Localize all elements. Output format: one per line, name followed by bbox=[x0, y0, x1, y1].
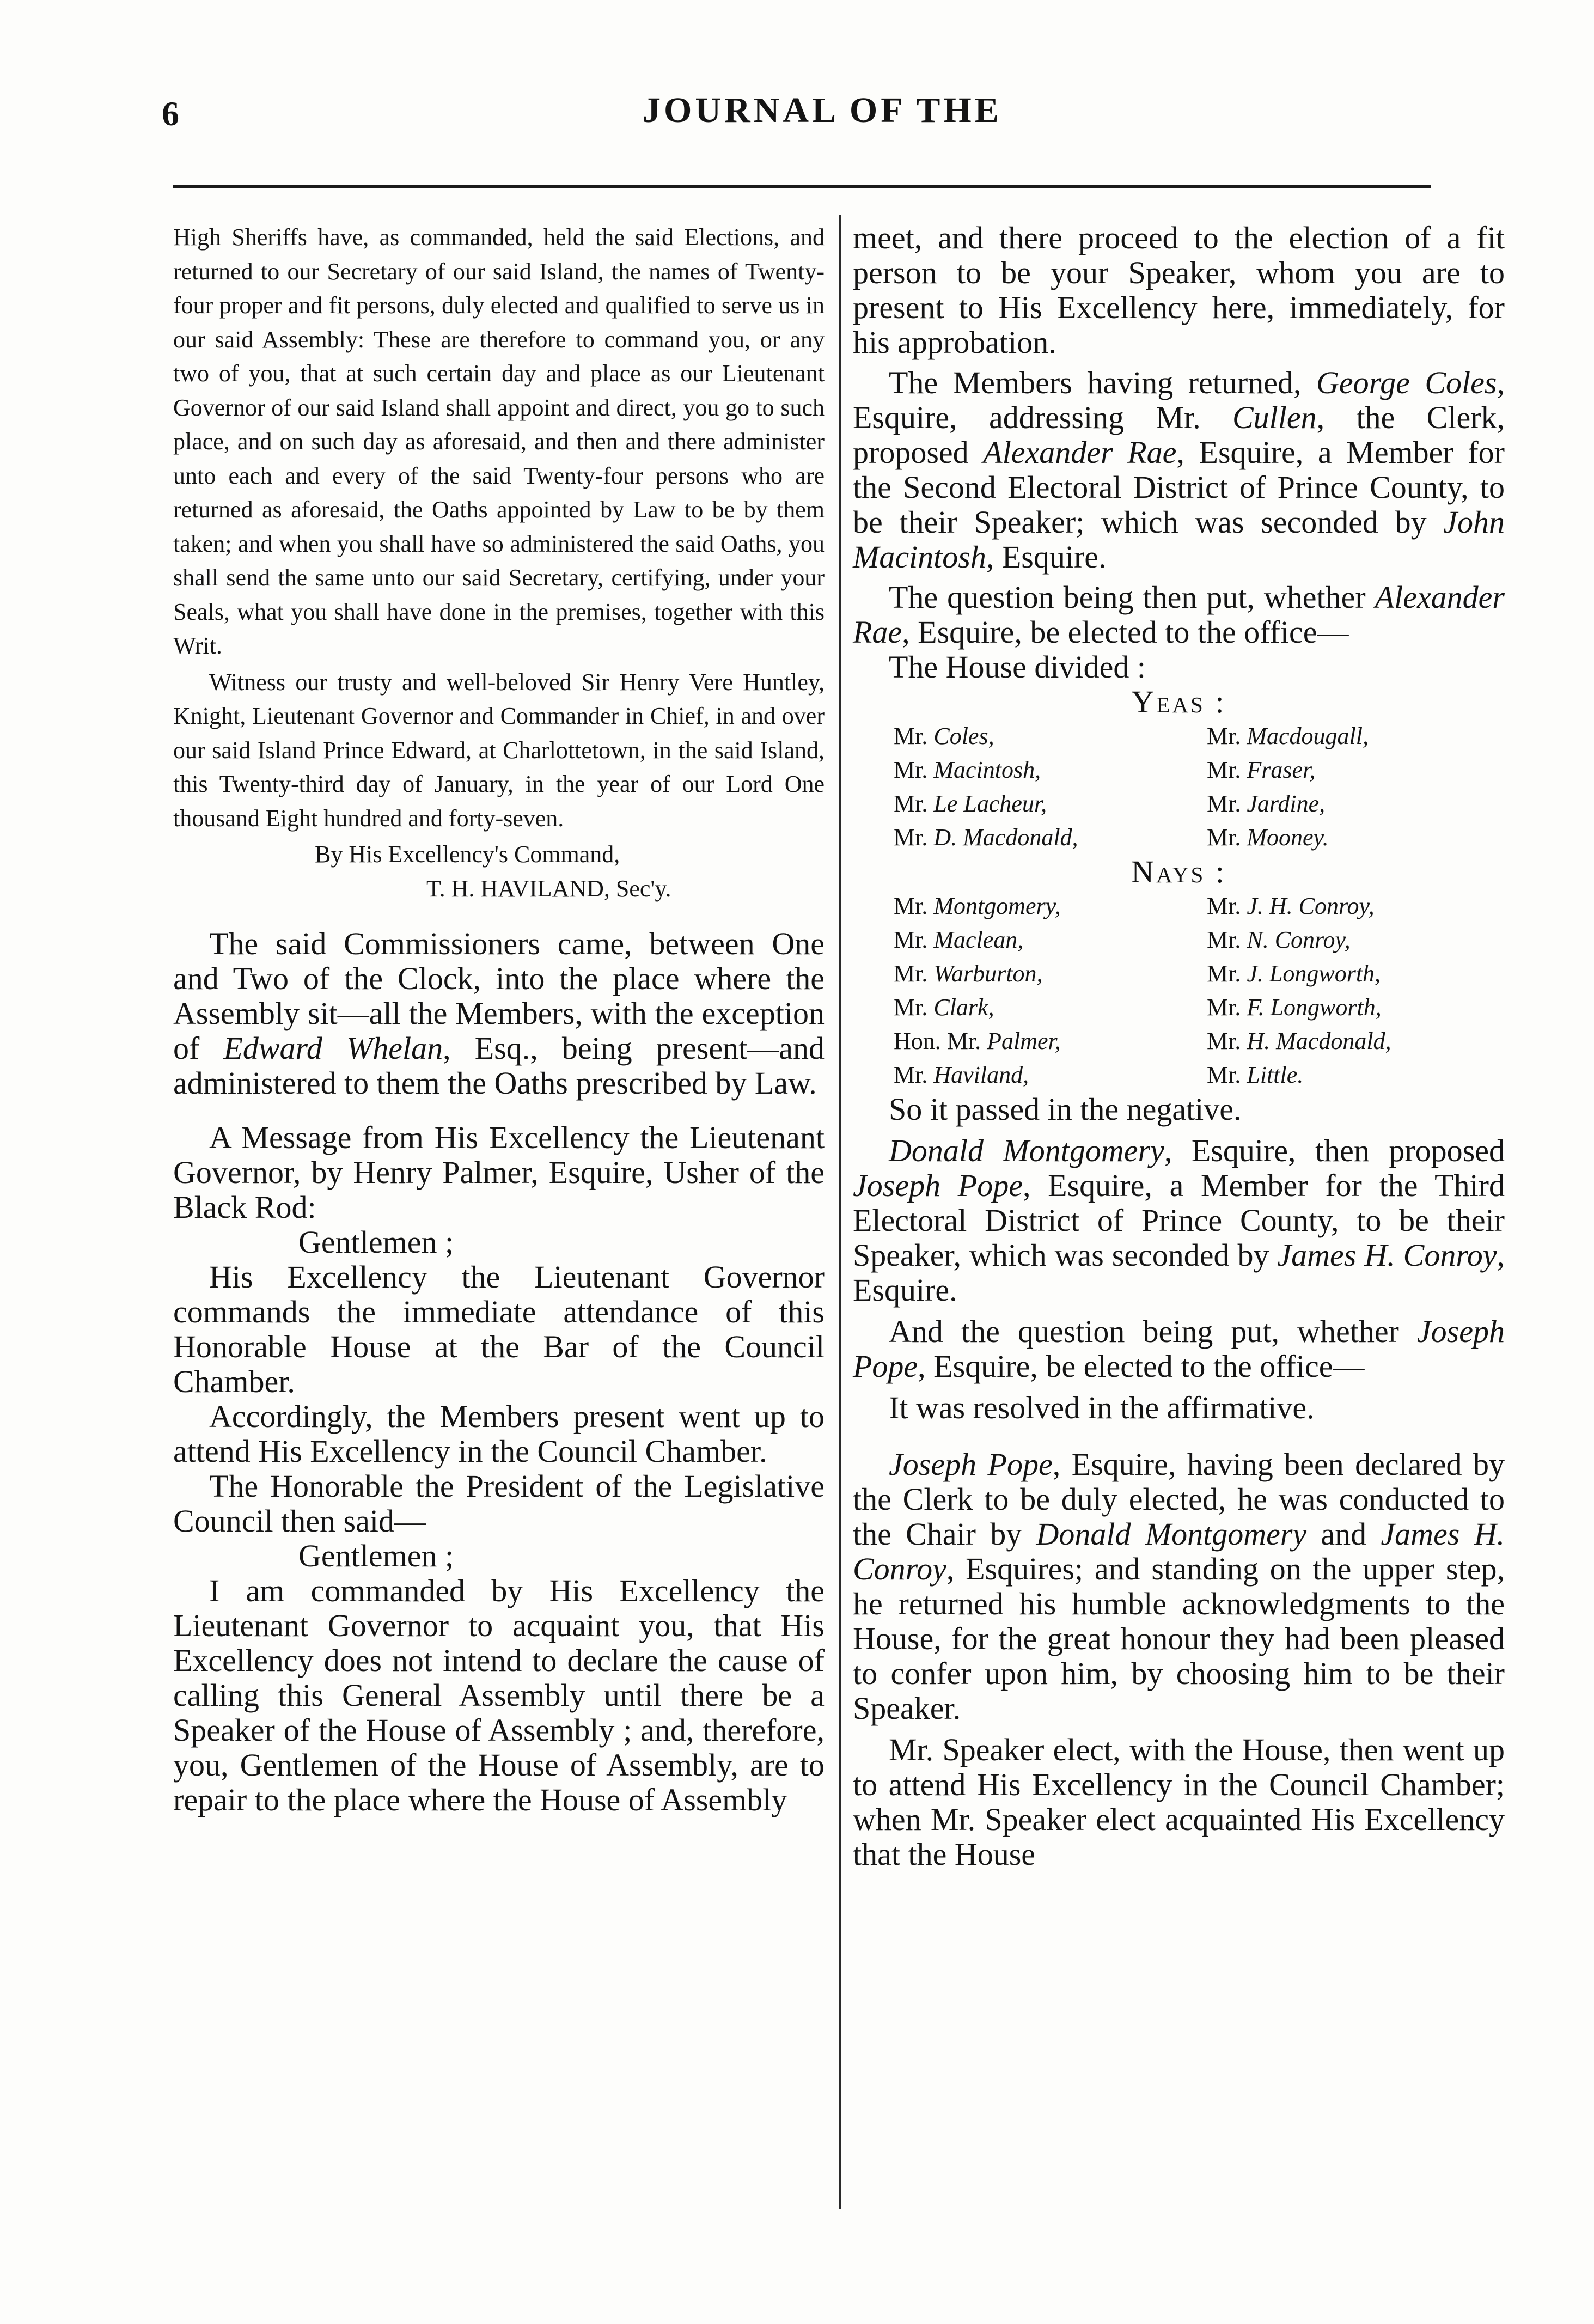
nays-list bbox=[853, 889, 1505, 1092]
list-item: Mr. J. H. Conroy, bbox=[1207, 893, 1375, 919]
speaker-elect-paragraph: Mr. Speaker elect, with the House, then went up to attend His Excellency in the Council Chamber; when Mr. Speaker elect acquainted His Excellency that the House bbox=[853, 1732, 1505, 1872]
accordingly-paragraph: Accordingly, the Members present went up to attend His Excellency in the Council Chamber. bbox=[173, 1399, 825, 1469]
left-column bbox=[173, 221, 825, 1817]
list-item: Mr. Montgomery, bbox=[894, 893, 1061, 919]
commanded-paragraph: I am commanded by His Excellency the Lieutenant Governor to acquaint you, that His Excellency does not intend to declare the cause of calling this General Assembly until there be a Speaker of the House of Assembly ; and, therefore, you, Gentlemen of the House of Assembly, are to repair to the place where the House of Assembly bbox=[173, 1573, 825, 1817]
right-column bbox=[853, 221, 1505, 1872]
command-line: By His Excellency's Command, bbox=[315, 841, 620, 868]
president-paragraph: The Honorable the President of the Legislative Council then said— bbox=[173, 1468, 825, 1539]
list-item: Mr. Haviland, bbox=[894, 1062, 1029, 1088]
salutation-2: Gentlemen ; bbox=[298, 1538, 454, 1573]
list-item: Mr. D. Macdonald, bbox=[894, 824, 1078, 851]
salutation-1: Gentlemen ; bbox=[298, 1224, 454, 1260]
montgomery-paragraph: Donald Montgomery, Esquire, then proposed Joseph Pope, Esquire, a Member for the Third Electoral District of Prince County, to be their Speaker, which was seconded by James H. Conroy, Esquire. bbox=[853, 1133, 1505, 1308]
header-rule bbox=[173, 185, 1431, 188]
running-title: JOURNAL OF THE bbox=[643, 90, 1002, 130]
question-paragraph: The question being then put, whether Alexander Rae, Esquire, be elected to the office— bbox=[853, 580, 1505, 650]
list-item: Mr. J. Longworth, bbox=[1207, 960, 1381, 987]
affirmative-line: It was resolved in the affirmative. bbox=[889, 1390, 1315, 1425]
list-item: Mr. Fraser, bbox=[1207, 757, 1316, 783]
list-item: Mr. Warburton, bbox=[894, 960, 1043, 987]
list-item: Mr. Macintosh, bbox=[894, 757, 1041, 783]
list-item: Mr. Little. bbox=[1207, 1062, 1304, 1088]
divided-line: The House divided : bbox=[889, 649, 1146, 685]
pope-elected-paragraph: Joseph Pope, Esquire, having been declared by the Clerk to be duly elected, he was conducted to the Chair by Donald Montgomery and James H. Conroy, Esquires; and standing on the upper step, he returned his humble acknowledgments to the House, for the great honour they had been pleased to confer upon him, by choosing him to be their Speaker. bbox=[853, 1447, 1505, 1726]
list-item: Mr. Mooney. bbox=[1207, 824, 1329, 851]
list-item: Mr. F. Longworth, bbox=[1207, 994, 1382, 1021]
writ-text: High Sheriffs have, as commanded, held the said Elections, and returned to our Secretary of our said Island, the names of Twenty-four proper and fit persons, duly elected and qualified to serve us in our said Assembly: These are therefore to command you, or any two of you, that at such certain day and place as our Lieutenant Governor of our said Island shall appoint and direct, you go to such place, and on such day as aforesaid, and then and there administer unto each and every of the said Twenty-four persons who are returned as aforesaid, the Oaths appointed by Law to be by them taken; and when you shall have so administered the said Oaths, you shall send the same unto our said Secretary, certifying, under your Seals, what you shall have done in the premises, together with this Writ. bbox=[173, 224, 825, 659]
message-intro: A Message from His Excellency the Lieutenant Governor, by Henry Palmer, Esquire, Usher of the Black Rod: bbox=[173, 1120, 825, 1225]
list-item: Mr. H. Macdonald, bbox=[1207, 1028, 1391, 1054]
list-item: Mr. Jardine, bbox=[1207, 790, 1326, 817]
list-item: Mr. Clark, bbox=[894, 994, 994, 1021]
column-divider bbox=[839, 215, 841, 2209]
list-item: Mr. Maclean, bbox=[894, 926, 1024, 953]
meet-paragraph: meet, and there proceed to the election of a fit person to be your Speaker, whom you are to present to His Excellency here, immediately, for his approbation. bbox=[853, 220, 1505, 360]
commissioners-paragraph: The said Commissioners came, between One and Two of the Clock, into the place where the Assembly sit—all the Members, with the exception of Edward Whelan, Esq., being present—and administered to them the Oaths prescribed by Law. bbox=[173, 926, 825, 1101]
signature-line: T. H. HAVILAND, Sec'y. bbox=[426, 875, 671, 902]
pope-question-paragraph: And the question being put, whether Joseph Pope, Esquire, be elected to the office— bbox=[853, 1314, 1505, 1384]
negative-line: So it passed in the negative. bbox=[889, 1091, 1242, 1127]
list-item: Mr. N. Conroy, bbox=[1207, 926, 1351, 953]
nays-heading: Nays : bbox=[1131, 854, 1226, 889]
message-body: His Excellency the Lieutenant Governor commands the immediate attendance of this Honorable House at the Bar of the Council Chamber. bbox=[173, 1259, 825, 1399]
list-item: Mr. Le Lacheur, bbox=[894, 790, 1047, 817]
witness-paragraph: Witness our trusty and well-beloved Sir Henry Vere Huntley, Knight, Lieutenant Governor and Commander in Chief, in and over our said Island Prince Edward, at Charlottetown, in the said Island, this Twenty-third day of January, in the year of our Lord One thousand Eight hundred and forty-seven. bbox=[173, 668, 825, 832]
list-item: Mr. Coles, bbox=[894, 723, 994, 749]
page-number: 6 bbox=[162, 94, 179, 133]
yeas-heading: Yeas : bbox=[1131, 684, 1226, 719]
list-item: Hon. Mr. Palmer, bbox=[894, 1028, 1061, 1054]
coles-paragraph: The Members having returned, George Coles, Esquire, addressing Mr. Cullen, the Clerk, proposed Alexander Rae, Esquire, a Member for the Second Electoral District of Prince County, to be their Speaker; which was seconded by John Macintosh, Esquire. bbox=[853, 365, 1505, 575]
list-item: Mr. Macdougall, bbox=[1207, 723, 1369, 749]
yeas-list bbox=[853, 719, 1505, 855]
